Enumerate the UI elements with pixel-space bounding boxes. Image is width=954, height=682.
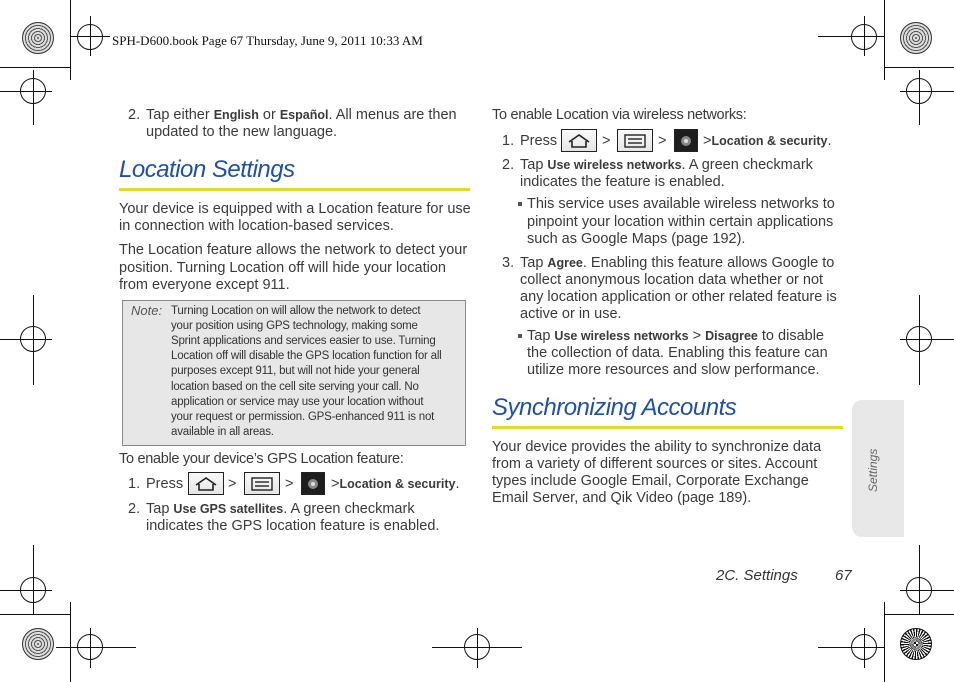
- paragraph: Your device provides the ability to synchronize data: [492, 439, 822, 455]
- note-line: your position using GPS technology, making some: [171, 320, 418, 332]
- step-number: 2.: [128, 501, 141, 517]
- step-number: 2.: [502, 157, 515, 173]
- home-key-icon: [193, 476, 219, 492]
- use-gps-satellites-label: Use GPS satellites: [173, 502, 284, 516]
- paragraph: from everyone except 911.: [119, 277, 290, 293]
- wireless-step: [520, 157, 813, 174]
- arrow-separator: >: [285, 476, 294, 492]
- step-text: . All menus are then: [328, 107, 457, 123]
- step-text: Tap: [520, 255, 544, 271]
- language-step: [146, 107, 457, 124]
- bullet-text: such as Google Maps (page 192).: [527, 231, 746, 247]
- arrow-separator: >: [331, 476, 340, 492]
- crop-line: [90, 628, 91, 668]
- english-option: English: [213, 108, 259, 122]
- crop-line: [864, 16, 865, 56]
- crop-line: [919, 70, 920, 125]
- home-key-button: [188, 472, 224, 495]
- step-text: Tap either: [146, 107, 210, 123]
- crop-line: [818, 647, 884, 648]
- chapter-tab-label: Settings: [866, 448, 880, 492]
- step-number: 2.: [128, 107, 141, 123]
- note-label: Note:: [131, 303, 163, 318]
- bullet-icon: [518, 202, 522, 206]
- crop-line: [0, 614, 70, 615]
- step-text: updated to the new language.: [146, 124, 338, 140]
- note-line: location based on the cell site serving your call. No: [171, 381, 419, 393]
- print-header: SPH-D600.book Page 67 Thursday, June 9, 2011 10:33 AM: [112, 33, 423, 48]
- location-security-label: Location & security: [711, 134, 828, 148]
- location-security-label: Location & security: [339, 477, 456, 491]
- bullet-text: pinpoint your location within certain applications: [527, 214, 834, 230]
- wireless-intro: To enable Location via wireless networks:: [492, 107, 747, 123]
- paragraph: types include Google Email, Corporate Exchange: [492, 473, 809, 489]
- crop-line: [90, 16, 91, 56]
- step-text: Tap: [520, 157, 544, 173]
- settings-button: [301, 472, 325, 495]
- period: .: [455, 476, 460, 492]
- step-text: . A green checkmark: [283, 501, 415, 517]
- gps-step: [146, 501, 415, 518]
- crop-line: [919, 545, 920, 615]
- page-number: 67: [835, 567, 852, 584]
- step-text: indicates the GPS location feature is enabled.: [146, 518, 440, 534]
- arrow-separator: >: [602, 133, 611, 149]
- step-text: active or in use.: [520, 306, 622, 322]
- crop-line: [919, 295, 920, 385]
- crop-line: [900, 91, 954, 92]
- crop-line: [33, 545, 34, 615]
- paragraph: from a variety of different sources or sites. Account: [492, 456, 818, 472]
- step-number: 3.: [502, 255, 515, 271]
- title-rule: [492, 426, 843, 429]
- step-number: 1.: [128, 476, 141, 492]
- step-text: any location application or other related feature is: [520, 289, 837, 305]
- bullet-text: utilize more resources and slow performance.: [527, 362, 820, 378]
- note-line: Turning Location on will allow the network to detect: [171, 305, 421, 317]
- arrow-separator: >: [658, 133, 667, 149]
- step-text: Press: [146, 476, 184, 492]
- menu-key-button: [617, 129, 653, 152]
- paragraph: Email Server, and Qik Video (page 189).: [492, 490, 752, 506]
- home-key-icon: [566, 133, 592, 149]
- period: .: [827, 133, 832, 149]
- home-key-button: [561, 129, 597, 152]
- use-wireless-networks-label: Use wireless networks: [554, 329, 689, 343]
- menu-key-button: [244, 472, 280, 495]
- paragraph: Your device is equipped with a Location feature for use: [119, 201, 471, 217]
- gps-intro: To enable your device’s GPS Location feature:: [119, 451, 404, 467]
- paragraph: The Location feature allows the network to detect your: [119, 242, 468, 258]
- agree-label: Agree: [547, 256, 583, 270]
- bullet-text: Tap: [527, 328, 551, 344]
- note-line: purposes except 911, but will not hide your general: [171, 365, 420, 377]
- bullet-icon: [518, 334, 522, 338]
- step-text: Press: [520, 133, 558, 149]
- crop-line: [900, 590, 954, 591]
- print-mark-bottomleft: [22, 628, 54, 660]
- crop-line: [900, 339, 954, 340]
- settings-button: [674, 129, 698, 152]
- crop-line: [818, 36, 884, 37]
- espanol-option: Español: [279, 108, 329, 122]
- step-text: . A green checkmark: [681, 157, 813, 173]
- arrow-separator: >: [692, 328, 702, 344]
- paragraph: in connection with location-based services.: [119, 218, 394, 234]
- footer-section: 2C. Settings: [716, 567, 798, 584]
- menu-key-icon: [249, 476, 275, 492]
- crop-line: [884, 0, 885, 80]
- disagree-label: Disagree: [705, 329, 758, 343]
- step-number: 1.: [502, 133, 515, 149]
- note-line: your request or permission. GPS-enhanced 911 is not: [171, 411, 435, 423]
- crop-line: [33, 70, 34, 125]
- bullet-text: This service uses available wireless networks to: [527, 196, 835, 212]
- paragraph: position. Turning Location off will hide your location: [119, 260, 446, 276]
- bullet-text: the collection of data. Enabling this feature can: [527, 345, 828, 361]
- bullet-text: to disable: [761, 328, 824, 344]
- crop-line: [70, 602, 71, 682]
- crop-line: [33, 295, 34, 385]
- crop-line: [884, 67, 954, 68]
- settings-icon: [308, 479, 318, 489]
- title-rule: [119, 188, 470, 191]
- step-destination: [703, 133, 832, 150]
- arrow-separator: >: [703, 133, 712, 149]
- crop-line: [864, 628, 865, 668]
- note-line: Sprint applications and services easier to use. Turning: [171, 335, 436, 347]
- settings-icon: [681, 136, 691, 146]
- crop-line: [56, 647, 136, 648]
- arrow-separator: >: [228, 476, 237, 492]
- step-text: Tap: [146, 501, 170, 517]
- section-title-location: Location Settings: [119, 156, 295, 183]
- step-text: . Enabling this feature allows Google to: [582, 255, 835, 271]
- print-mark-topleft: [22, 22, 54, 54]
- section-title-sync: Synchronizing Accounts: [492, 394, 737, 421]
- step-destination: [331, 476, 460, 493]
- use-wireless-networks-label: Use wireless networks: [547, 158, 682, 172]
- disagree-bullet: [527, 328, 824, 345]
- crop-line: [477, 628, 478, 668]
- crop-line: [0, 339, 52, 340]
- step-text: indicates the feature is enabled.: [520, 174, 725, 190]
- crop-line: [70, 0, 71, 80]
- note-line: Location off will disable the GPS location function for all: [171, 350, 442, 362]
- note-line: available in all areas.: [171, 426, 274, 438]
- print-mark-bottomright: [900, 628, 932, 660]
- step-text: or: [262, 107, 276, 123]
- crop-line: [0, 590, 52, 591]
- note-line: application or service may use your location without: [171, 396, 424, 408]
- step-text: collect anonymous location data whether or not: [520, 272, 824, 288]
- crop-line: [0, 67, 70, 68]
- print-mark-topright: [900, 22, 932, 54]
- menu-key-icon: [622, 133, 648, 149]
- agree-step: [520, 255, 834, 272]
- crop-line: [0, 91, 52, 92]
